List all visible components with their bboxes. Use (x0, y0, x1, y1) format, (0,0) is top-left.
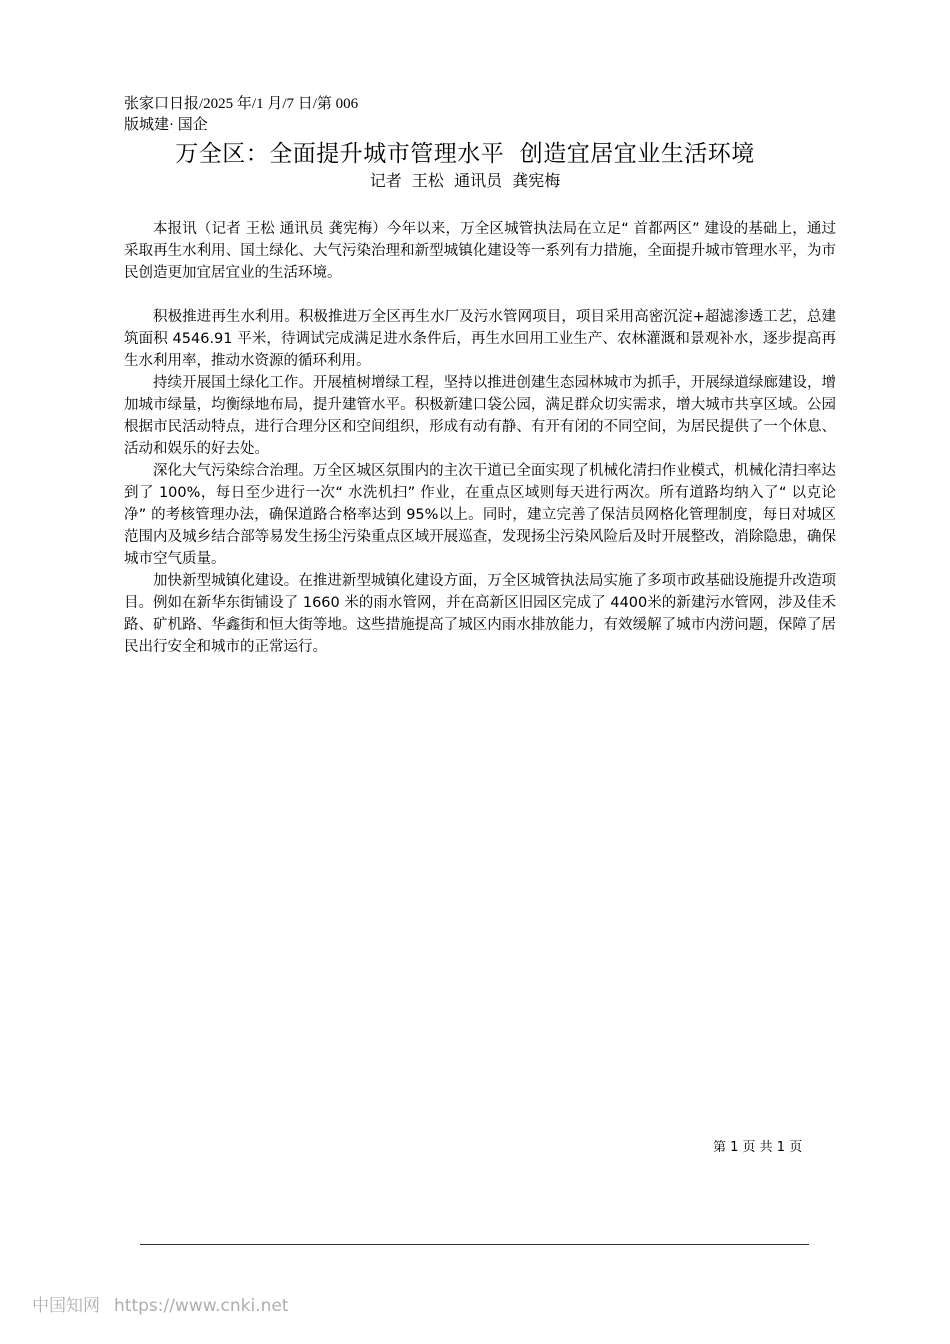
cnki-brand: 中国知网 (32, 1296, 100, 1316)
page-indicator: 第 1 页 共 1 页 (713, 1140, 803, 1155)
source-line: 张家口日报/2025 年/1 月/7 日/第 006 (124, 96, 359, 112)
publication-meta (124, 94, 524, 136)
paragraph-greening: 持续开展国土绿化工作。开展植树增绿工程，坚持以推进创建生态园林城市为抓手，开展绿道绿廊建设，增加城市绿量，均衡绿地布局，提升建管水平。积极新建口袋公园，满足群众切实需求，增大城市共享区域。公园根据市民活动特点，进行合理分区和空间组织，形成有动有静、有开有闭的不同空间，为居民提供了一个休息、活动和娱乐的好去处。 (124, 375, 836, 457)
paragraph-urbanization: 加快新型城镇化建设。在推进新型城镇化建设方面，万全区城管执法局实施了多项市政基础设施提升改造项目。例如在新华东街铺设了 1660 米的雨水管网，并在高新区旧园区完成了 4400米的新建污水管网，涉及佳禾路、矿机路、华鑫街和恒大街等地。这些措施提高了城区内雨水排放能力，有效缓解了城市内涝问题，保障了居民出行安全和城市的正常运行。 (124, 573, 836, 655)
article-byline: 记者 王松 通讯员 龚宪梅 (369, 171, 561, 190)
footer-divider (140, 1244, 809, 1245)
article-title: 万全区：全面提升城市管理水平 创造宜居宜业生活环境 (175, 141, 755, 167)
cnki-url: https://www.cnki.net (114, 1296, 289, 1316)
paragraph-water-reuse: 积极推进再生水利用。积极推进万全区再生水厂及污水管网项目，项目采用高密沉淀+超滤渗透工艺，总建筑面积 4546.91 平米，待调试完成满足进水条件后，再生水回用工业生产、农林灌溉和景观补水，逐步提高再生水利用率，推动水资源的循环利用。 (124, 309, 836, 369)
article-body (124, 218, 836, 658)
watermark-footer (32, 1294, 288, 1318)
lead-paragraph: 本报讯（记者 王松 通讯员 龚宪梅）今年以来，万全区城管执法局在立足“ 首都两区” 建设的基础上，通过采取再生水利用、国土绿化、大气污染治理和新型城镇化建设等一系列有力措施，全面提升城市管理水平，为市民创造更加宜居宜业的生活环境。 (124, 221, 836, 281)
paragraph-air-pollution: 深化大气污染综合治理。万全区城区氛围内的主次干道已全面实现了机械化清扫作业模式，机械化清扫率达到了 100%，每日至少进行一次“ 水洗机扫” 作业，在重点区域则每天进行两次。所有道路均纳入了“ 以克论净” 的考核管理办法，确保道路合格率达到 95%以上。同时，建立完善了保洁员网格化管理制度，每日对城区范围内及城乡结合部等易发生扬尘污染重点区域开展巡查，发现扬尘污染风险后及时开展整改，消除隐患，确保城市空气质量。 (124, 463, 836, 567)
section-line: 版城建· 国企 (124, 117, 208, 133)
